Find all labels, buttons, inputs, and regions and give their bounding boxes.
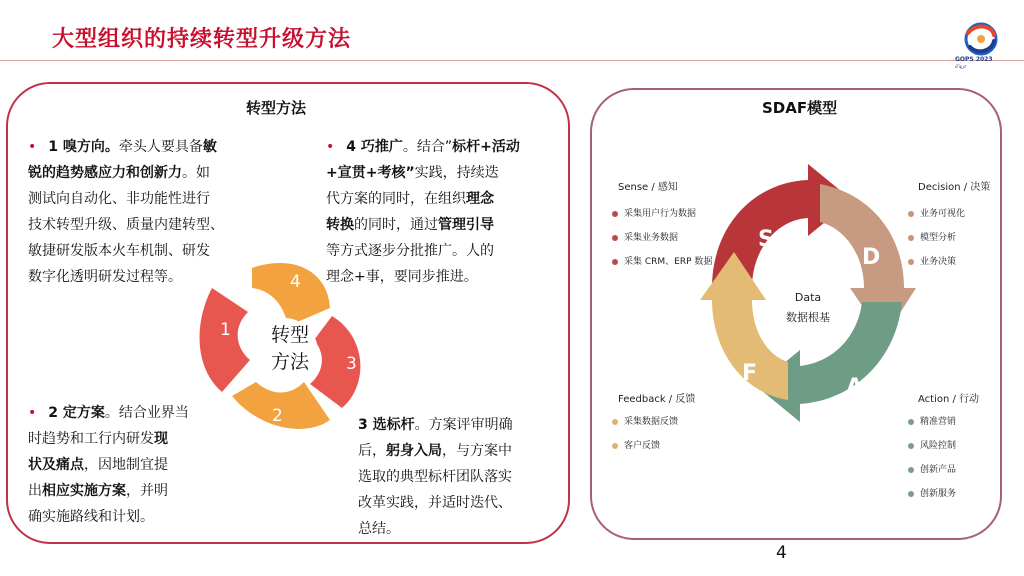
bullet-text: 测试向自动化、非功能性进行 (28, 191, 210, 207)
bullet-dot-icon (908, 443, 914, 449)
bullet-text: ，因地制宜提 (84, 457, 168, 473)
bullet-dot-icon (908, 211, 914, 217)
flower-number-1: 1 (220, 320, 231, 340)
bullet-dot-icon (612, 235, 618, 241)
bullet-text: 。结合业界当 (104, 405, 189, 421)
bullet-dot-icon (908, 467, 914, 473)
bullet-text: 敏 (202, 139, 217, 155)
bullet-line (28, 134, 224, 160)
bullet-text: 代方案的同时，在组织 (326, 191, 466, 207)
bullet-select-benchmark (358, 412, 513, 542)
bullet-text: 时趋势和工行内研发 (28, 431, 154, 447)
bullet-dot-icon (612, 259, 618, 265)
bullet-line (28, 160, 224, 186)
bullet-line (28, 426, 189, 452)
bullet-text: +宣贯+考核” (326, 165, 415, 181)
bullet-line (358, 464, 513, 490)
bullet-text: 锐的趋势感应力和创新力 (28, 165, 182, 181)
bullet-text: 出 (28, 483, 42, 499)
sdaf-letter-d: D (862, 245, 881, 270)
bullet-line (28, 212, 224, 238)
bullet-text: 4 巧推广 (346, 139, 403, 155)
bullet-text: 改革实践，并适时迭代、 (358, 495, 512, 511)
bullet-line (358, 490, 513, 516)
bullet-text: 的同时，通过 (354, 217, 438, 233)
action-item: 创新服务 (908, 486, 956, 499)
sdaf-letter-s: S (758, 227, 774, 252)
right-panel-title: SDAF模型 (762, 99, 838, 117)
bullet-text: 2 定方案 (48, 405, 105, 421)
bullet-text: 相应实施方案 (42, 483, 126, 499)
feedback-item: 采集数据反馈 (612, 414, 678, 427)
bullet-dot-icon: • (28, 405, 37, 421)
bullet-text: 敏捷研发版本火车机制、研发 (28, 243, 210, 259)
bullet-text: ，与方案中 (442, 443, 512, 459)
bullet-line (28, 478, 189, 504)
bullet-line (28, 186, 224, 212)
bullet-text: 管理引导 (438, 217, 494, 233)
bullet-text: 数字化透明研发过程等。 (28, 269, 182, 285)
bullet-dot-icon (612, 419, 618, 425)
bullet-text: 1 嗅方向。 (48, 139, 119, 155)
bullet-text: 理念 (466, 191, 494, 207)
bullet-text: 牵头人要具备 (118, 139, 203, 155)
flower-number-2: 2 (272, 406, 283, 426)
bullet-dot-icon (908, 235, 914, 241)
sdaf-center-line-2: 数据根基 (786, 311, 830, 324)
bullet-line (358, 516, 513, 542)
flower-number-4: 4 (290, 272, 301, 292)
decision-heading: Decision / 决策 (918, 182, 991, 193)
bullet-line (326, 160, 520, 186)
action-item: 风险控制 (908, 438, 956, 451)
bullet-define-plan (28, 400, 189, 530)
flower-center-line-1: 转型 (270, 324, 309, 346)
decision-item: 业务决策 (908, 254, 956, 267)
flower-center-line-2: 方法 (270, 351, 309, 373)
page-number: 4 (776, 543, 787, 563)
bullet-text: 。结合” (402, 139, 453, 155)
bullet-text: 确实施路线和计划。 (28, 509, 154, 525)
bullet-dot-icon (612, 443, 618, 449)
bullet-text: 转换 (326, 217, 354, 233)
decision-item: 模型分析 (908, 230, 956, 243)
bullet-text: ，并明 (126, 483, 168, 499)
page-title: 大型组织的持续转型升级方法 (52, 27, 352, 52)
bullet-text: 等方式逐步分批推广。人的 (326, 243, 494, 259)
bullet-text: 后， (358, 443, 386, 459)
action-heading: Action / 行动 (918, 394, 980, 405)
bullet-text: 。如 (182, 165, 210, 181)
action-item: 创新产品 (908, 462, 956, 475)
logo-subtext: ⅆ͡ ⱷ͟ ⅆ (955, 64, 966, 69)
sdaf-center-line-1: Data (794, 291, 822, 304)
bullet-text: 状及痛点 (28, 457, 84, 473)
bullet-text: 现 (154, 431, 168, 447)
sense-item: 采集业务数据 (612, 230, 678, 243)
sdaf-center-label (778, 288, 838, 328)
bullet-line (28, 452, 189, 478)
title-divider (0, 60, 1024, 61)
bullet-text: 3 选标杆 (358, 417, 415, 433)
bullet-line (326, 186, 520, 212)
bullet-line (358, 438, 513, 464)
bullet-dot-icon (908, 491, 914, 497)
sense-item: 采集用户行为数据 (612, 206, 696, 219)
sense-heading: Sense / 感知 (618, 182, 678, 193)
bullet-line (326, 134, 520, 160)
bullet-text: 理念+事，要同步推进。 (326, 269, 478, 285)
bullet-text: 总结。 (358, 521, 400, 537)
bullet-dot-icon: • (28, 139, 37, 155)
flower-number-3: 3 (346, 354, 357, 374)
left-panel-title: 转型方法 (246, 99, 307, 117)
bullet-text: 标杆+活动 (452, 139, 520, 155)
bullet-text: 技术转型升级、质量内建转型、 (28, 217, 224, 233)
bullet-text: 躬身入局 (386, 443, 442, 459)
bullet-dot-icon (908, 419, 914, 425)
bullet-dot-icon (908, 259, 914, 265)
flower-petal-1 (200, 288, 250, 392)
bullet-text: 选取的典型标杆团队落实 (358, 469, 512, 485)
bullet-dot-icon: • (326, 139, 335, 155)
bullet-line (28, 400, 189, 426)
sdaf-letter-f: F (742, 361, 758, 386)
bullet-text: 实践，持续迭 (414, 165, 499, 181)
decision-item: 业务可视化 (908, 206, 965, 219)
bullet-line (358, 412, 513, 438)
bullet-line (28, 504, 189, 530)
feedback-item: 客户反馈 (612, 438, 660, 451)
sdaf-letter-a: A (846, 375, 864, 400)
feedback-heading: Feedback / 反馈 (618, 394, 696, 405)
sense-item: 采集 CRM、ERP 数据 (612, 254, 712, 267)
action-item: 精准营销 (908, 414, 956, 427)
logo-text: GOPS 2023 (955, 56, 993, 63)
bullet-dot-icon (612, 211, 618, 217)
bullet-text: 。方案评审明确 (414, 417, 513, 433)
flower-center-label (260, 322, 320, 376)
bullet-line (326, 212, 520, 238)
